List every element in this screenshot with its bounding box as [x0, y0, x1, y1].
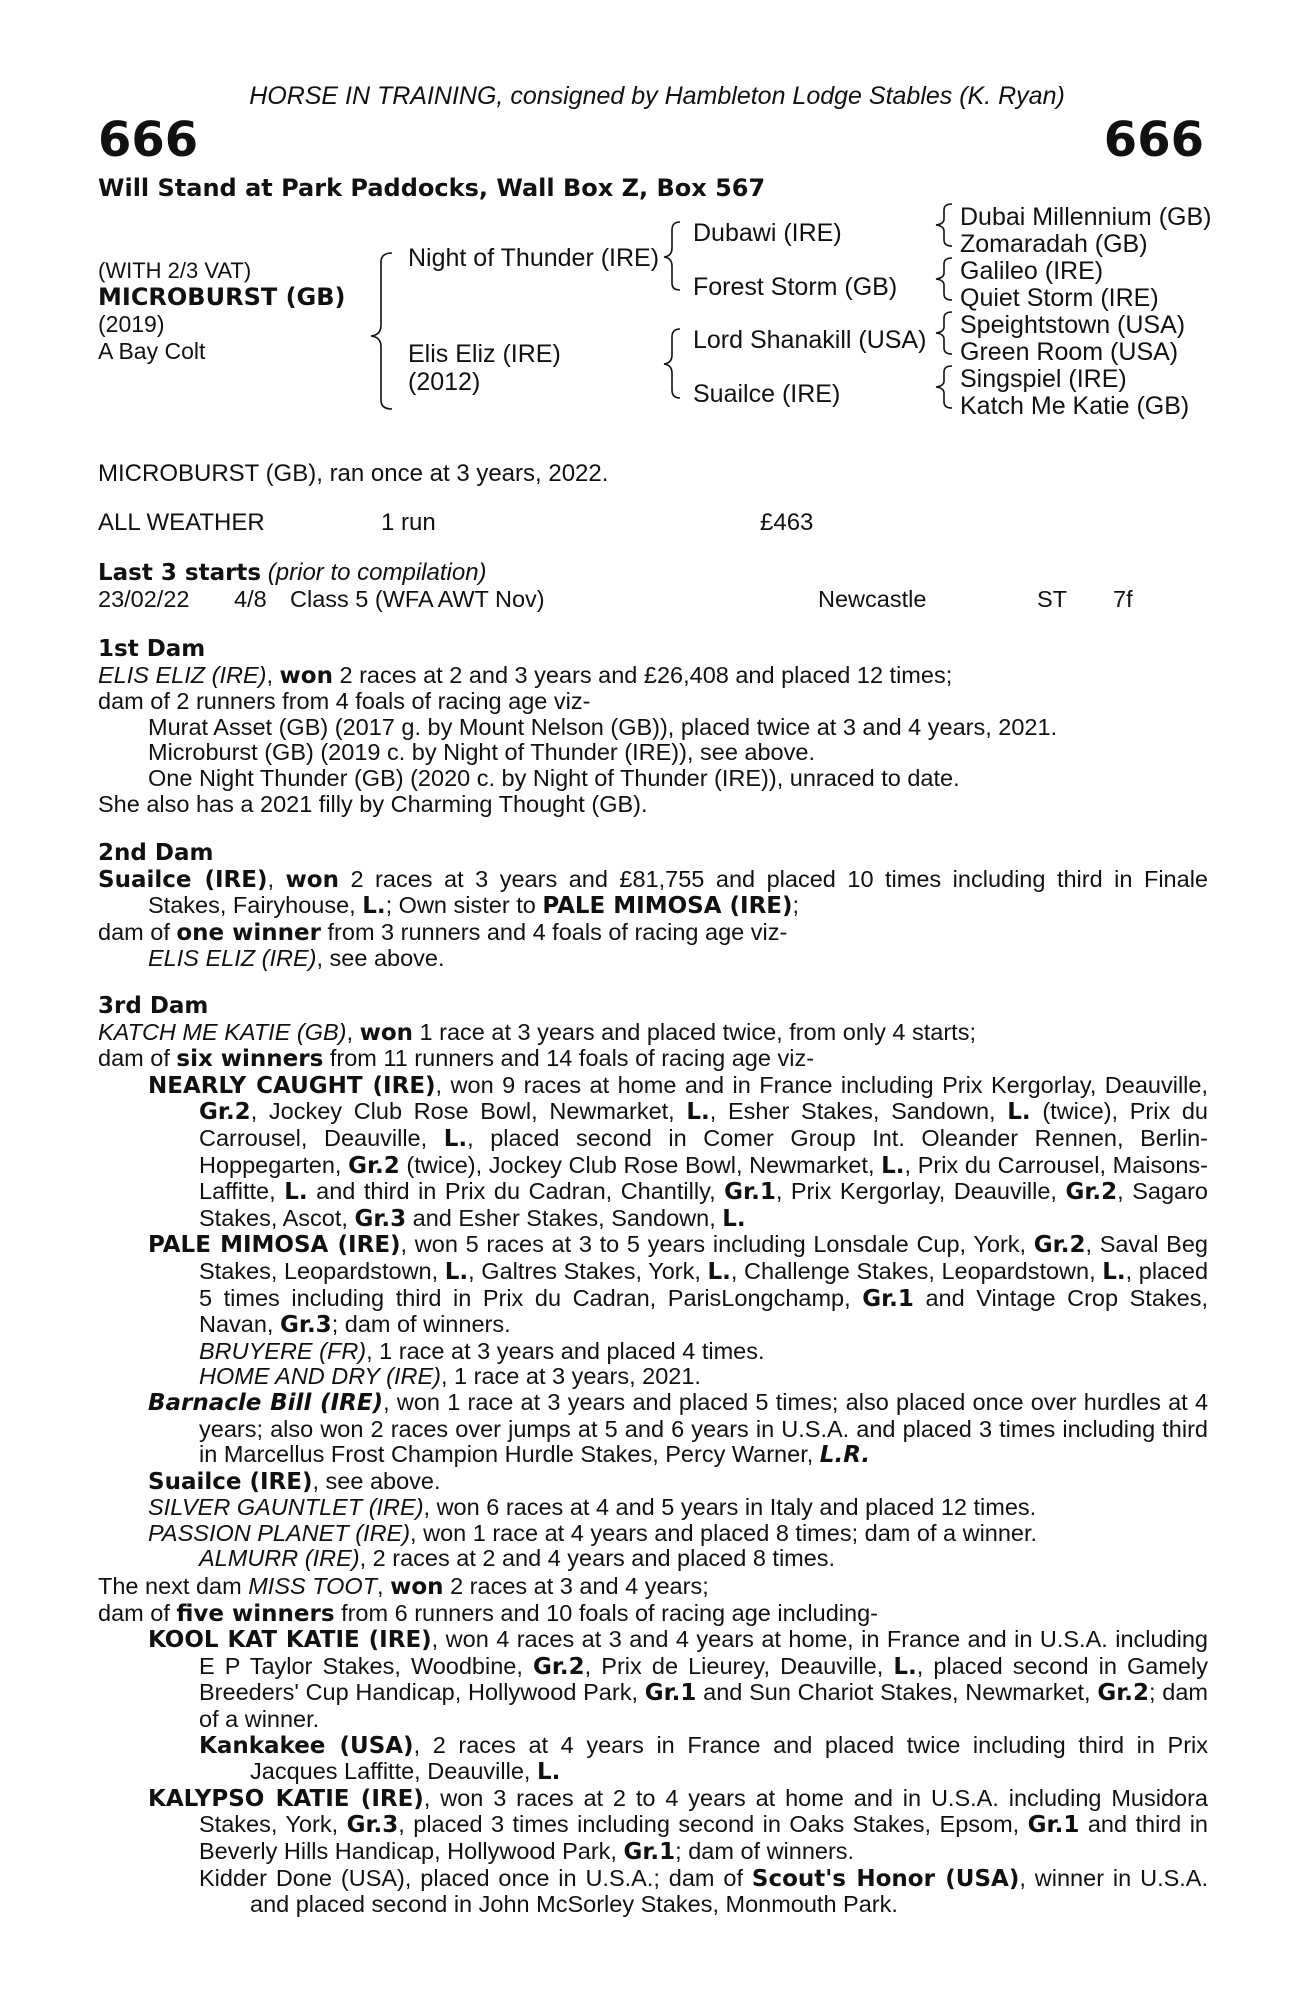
horse-description: A Bay Colt: [98, 338, 206, 364]
barnacle-bill-entry: [98, 1390, 1208, 1469]
next-dam-record: 2 races at 3 and 4 years;: [443, 1573, 709, 1599]
nearly-caught-name: NEARLY CAUGHT (IRE): [148, 1072, 436, 1099]
bracket-sd: [936, 258, 952, 300]
pedigree-sire: Night of Thunder (IRE): [408, 244, 660, 272]
kool-kat-katie-entry: [98, 1627, 1208, 1732]
pm-t2: , Saval Beg Stakes, Leopardstown,: [199, 1231, 1208, 1284]
nc-t18: , Sagaro Stakes, Ascot,: [199, 1178, 1209, 1231]
next-dam-dam-of: dam of: [98, 1599, 177, 1626]
third-dam-name: KATCH ME KATIE (GB): [98, 1018, 347, 1045]
horse-name: MICROBURST (GB): [98, 283, 346, 311]
bruyere-text: , 1 race at 3 years and placed 4 times.: [366, 1337, 765, 1364]
suailce-text: , see above.: [312, 1467, 441, 1494]
kool-kat-katie-name: KOOL KAT KATIE (IRE): [148, 1627, 432, 1654]
pedigree-ss: Dubawi (IRE): [693, 219, 842, 247]
first-dam-produce-3: One Night Thunder (GB) (2020 c. by Night of Thunder (IRE)), unraced to date.: [148, 764, 960, 791]
kk-t7: Gr.2: [1097, 1680, 1150, 1707]
ka-t4: and third in Beverly Hills Handicap, Hollywood Park,: [199, 1811, 1208, 1864]
bracket-dd: [936, 366, 952, 408]
start-race: Class 5 (WFA AWT Nov): [290, 586, 545, 612]
ka-t6: ; dam of winners.: [675, 1837, 855, 1864]
pedigree-dam-year: (2012): [408, 368, 481, 396]
second-dam-listed: L.: [362, 893, 386, 920]
bruyere-name: BRUYERE (FR): [199, 1337, 367, 1364]
nc-t20: and Esher Stakes, Sandown,: [406, 1204, 723, 1231]
kk-t8: ; dam of a winner.: [199, 1679, 1208, 1732]
nc-t3: L.: [686, 1099, 710, 1126]
next-dam-name: MISS TOOT: [248, 1573, 378, 1599]
silver-gauntlet-text: , won 6 races at 4 and 5 years in Italy and placed 12 times.: [423, 1494, 1037, 1521]
bracket-ss: [936, 204, 952, 246]
pedigree-sd: Forest Storm (GB): [693, 273, 898, 301]
pm-t0: , won 5 races at 3 to 5 years including Lonsdale Cup, York,: [400, 1231, 1034, 1258]
next-dam-intro: The next dam: [98, 1573, 249, 1599]
second-dam-produce-rest: from 3 runners and 4 foals of racing age viz-: [320, 918, 788, 945]
third-dam-produce-rest: from 11 runners and 14 foals of racing age viz-: [323, 1045, 815, 1072]
kankakee-name: Kankakee (USA): [199, 1732, 414, 1759]
next-dam-five-winners: five winners: [176, 1600, 335, 1627]
second-dam-won: won: [285, 866, 339, 893]
kk-t2: , Prix de Lieurey, Deauville,: [584, 1652, 894, 1679]
nc-t6: (twice), Prix du Carrousel, Deauville,: [199, 1098, 1209, 1151]
pedigree-dam: Elis Eliz (IRE): [408, 340, 561, 368]
bracket-sire: [664, 222, 680, 290]
nc-t14: and third in Prix du Cadran, Chantilly,: [307, 1178, 725, 1205]
ka-t1: Gr.3: [346, 1812, 399, 1839]
nc-t1: Gr.2: [199, 1099, 251, 1126]
lot-number-right: 666: [1103, 112, 1204, 168]
pedigree-dsd: Green Room (USA): [960, 338, 1179, 366]
kk-t1: Gr.2: [532, 1653, 585, 1680]
kankakee-listed: L.: [536, 1759, 561, 1786]
first-dam-produce-1: Murat Asset (GB) (2017 g. by Mount Nelson (GB)), placed twice at 3 and 4 years, 2021.: [148, 713, 1058, 740]
kidder-done-text: Kidder Done (USA), placed once in U.S.A.; dam of: [199, 1864, 752, 1891]
ka-t5: Gr.1: [623, 1838, 676, 1865]
kankakee-entry: [98, 1733, 1208, 1786]
nearly-caught-entry: [98, 1073, 1208, 1233]
record-surface: ALL WEATHER: [98, 509, 265, 536]
second-dam-produce-name: ELIS ELIZ (IRE): [148, 945, 317, 972]
ka-t0: , won 3 races at 2 to 4 years at home and in U.S.A. including Musidora Stakes, York,: [199, 1784, 1208, 1838]
barnacle-bill-lr: L.R.: [819, 1442, 871, 1469]
last-starts-note: (prior to compilation): [267, 559, 487, 586]
kk-t4: , placed second in Gamely Breeders' Cup Handicap, Hollywood Park,: [199, 1652, 1208, 1706]
horse-year: (2019): [98, 311, 165, 337]
ka-t3: Gr.1: [1027, 1812, 1080, 1839]
catalogue-header: HORSE IN TRAINING, consigned by Hambleton Lodge Stables (K. Ryan): [249, 82, 1065, 110]
start-distance: 7f: [1113, 586, 1133, 612]
nc-t12: , Prix du Carrousel, Maisons-Laffitte,: [199, 1151, 1208, 1205]
pedigree-ssd: Zomaradah (GB): [960, 230, 1148, 258]
kk-t0: , won 4 races at 3 and 4 years at home, in France and in U.S.A. including E P Taylor Stakes, Woodbine,: [199, 1626, 1208, 1679]
first-dam-name: ELIS ELIZ (IRE): [98, 661, 267, 688]
last-starts-title: Last 3 starts: [98, 560, 262, 586]
second-dam-heading: 2nd Dam: [98, 840, 214, 866]
nc-t13: L.: [284, 1179, 308, 1206]
kalypso-katie-entry: [98, 1786, 1208, 1866]
pm-t8: , placed 5 times including third in Prix du Cadran, ParisLongchamp,: [199, 1257, 1209, 1311]
nc-t5: L.: [1007, 1099, 1031, 1126]
passion-planet-name: PASSION PLANET (IRE): [148, 1519, 411, 1546]
last-starts-heading: [98, 559, 487, 587]
barnacle-bill-text: , won 1 race at 3 years and placed 5 times; also placed once over hurdles at 4 years; also won 2 races over jumps at 5 and 6 years in U.S.A. and placed 3 times including third in Marcellus Frost Champion Hurdle Stakes, Percy Warner,: [199, 1388, 1209, 1468]
silver-gauntlet-name: SILVER GAUNTLET (IRE): [148, 1494, 424, 1521]
nc-t17: Gr.2: [1065, 1179, 1118, 1206]
third-dam-six-winners: six winners: [176, 1046, 324, 1073]
third-dam-dam-of: dam of: [98, 1045, 177, 1072]
second-dam-name: Suailce (IRE): [98, 866, 268, 893]
pm-t10: and Vintage Crop Stakes, Navan,: [199, 1284, 1208, 1338]
second-dam-section: 2nd Dam Suailce (IRE), won 2 races at 3 years and £81,755 and placed 10 times including third in Finale Stakes, Fairyhouse, L.; Own sister to PALE MIMOSA (IRE); dam of one winner from 3 runners and 4 foals of racing age viz- ELIS ELIZ (IRE), see above.: [98, 840, 1208, 972]
pm-t1: Gr.2: [1033, 1232, 1086, 1259]
next-dam-produce-rest: from 6 runners and 10 foals of racing age including-: [334, 1599, 878, 1626]
bracket-sire-dam: [371, 253, 392, 409]
bracket-dam: [664, 329, 680, 398]
pm-t5: L.: [707, 1258, 731, 1285]
third-dam-won: won: [359, 1019, 414, 1046]
pedigree-sds: Galileo (IRE): [960, 257, 1104, 285]
pm-t4: , Galtres Stakes, York,: [468, 1257, 708, 1284]
start-date: 23/02/22: [98, 586, 190, 612]
second-dam-record: 2 races at 3 years and £81,755 and placed 10 times including third in Finale Stakes, Fairyhouse,: [148, 865, 1208, 919]
nc-t19: Gr.3: [354, 1205, 407, 1232]
kankakee-text: , 2 races at 4 years in France and placed twice including third in Prix Jacques Laffitte, Deauville,: [250, 1731, 1208, 1785]
pedigree-ds: Lord Shanakill (USA): [693, 326, 927, 354]
first-dam-section: 1st Dam ELIS ELIZ (IRE), won 2 races at 2 and 3 years and £26,408 and placed 12 times; dam of 2 runners from 4 foals of racing age viz- Murat Asset (GB) (2017 g. by Mount Nelson (GB)), placed twice at 3 and 4 years, 2021. Microburst (GB) (2019 c. by Night of Thunder (IRE)), see above. One Night Thunder (GB) (2020 c. by Night of Thunder (IRE)), unraced to date. She also has a 2021 filly by Charming Thought (GB).: [98, 637, 1208, 817]
kk-t3: L.: [893, 1653, 917, 1680]
second-dam-semicolon: ;: [792, 892, 800, 919]
race-summary: MICROBURST (GB), ran once at 3 years, 2022.: [98, 460, 609, 487]
ka-t2: , placed 3 times including second in Oaks Stakes, Epsom,: [398, 1811, 1028, 1838]
kk-t5: Gr.1: [644, 1680, 697, 1707]
next-dam-section: The next dam MISS TOOT, won 2 races at 3 and 4 years; dam of five winners from 6 runners and 10 foals of racing age including- KOOL KAT KATIE (IRE), won 4 races at 3 and 4 years at home, in France and in U.S.A. including E P Taylor Stakes, Woodbine, Gr.2, Prix de Lieurey, Deauville, L., placed second in Gamely Breeders' Cup Handicap, Hollywood Park, Gr.1 and Sun Chariot Stakes, Newmarket, Gr.2; dam of a winner. Kankakee (USA), 2 races at 4 years in France and placed twice including third in Prix Jacques Laffitte, Deauville, L. KALYPSO KATIE (IRE), won 3 races at 2 to 4 years at home and in U.S.A. including Musidora Stakes, York, Gr.3, placed 3 times including second in Oaks Stakes, Epsom, Gr.1 and third in Beverly Hills Handicap, Hollywood Park, Gr.1; dam of winners. Kidder Done (USA), placed once in U.S.A.; dam of Scout's Honor (USA), winner in U.S.A. and placed second in John McSorley Stakes, Monmouth Park.: [98, 1573, 1209, 1918]
nc-t21: L.: [722, 1205, 746, 1232]
first-dam-record: 2 races at 2 and 3 years and £26,408 and placed 12 times;: [332, 661, 953, 688]
nc-t8: , placed second in Comer Group Int. Oleander Rennen, Berlin-Hoppegarten,: [199, 1124, 1208, 1178]
stable-location: Will Stand at Park Paddocks, Wall Box Z, Box 567: [98, 174, 766, 202]
pedigree-ddd: Katch Me Katie (GB): [960, 392, 1190, 420]
home-and-dry-text: , 1 race at 3 years, 2021.: [440, 1363, 701, 1390]
pm-t3: L.: [444, 1258, 469, 1285]
third-dam-section: 3rd Dam KATCH ME KATIE (GB), won 1 race at 3 years and placed twice, from only 4 starts; dam of six winners from 11 runners and 14 foals of racing age viz- NEARLY CAUGHT (IRE), won 9 races at home and in France including Prix Kergorlay, Deauville, Gr.2, Jockey Club Rose Bowl, Newmarket, L., Esher Stakes, Sandown, L. (twice), Prix du Carrousel, Deauville, L., placed second in Comer Group Int. Oleander Rennen, Berlin-Hoppegarten, Gr.2 (twice), Jockey Club Rose Bowl, Newmarket, L., Prix du Carrousel, Maisons-Laffitte, L. and third in Prix du Cadran, Chantilly, Gr.1, Prix Kergorlay, Deauville, Gr.2, Sagaro Stakes, Ascot, Gr.3 and Esher Stakes, Sandown, L. PALE MIMOSA (IRE), won 5 races at 3 to 5 years including Lonsdale Cup, York, Gr.2, Saval Beg Stakes, Leopardstown, L., Galtres Stakes, York, L., Challenge Stakes, Leopardstown, L., placed 5 times including third in Prix du Cadran, ParisLongchamp, Gr.1 and Vintage Crop Stakes, Navan, Gr.3; dam of winners. BRUYERE (FR), 1 race at 3 years and placed 4 times. HOME AND DRY (IRE), 1 race at 3 years, 2021. Barnacle Bill (IRE), won 1 race at 3 years and placed 5 times; also placed once over hurdles at 4 years; also won 2 races over jumps at 5 and 6 years in U.S.A. and placed 3 times including third in Marcellus Frost Champion Hurdle Stakes, Percy Warner, L.R. Suailce (IRE), see above. SILVER GAUNTLET (IRE), won 6 races at 4 and 5 years in Italy and placed 12 times. PASSION PLANET (IRE), won 1 race at 4 years and placed 8 times; dam of a winner. ALMURR (IRE), 2 races at 2 and 4 years and placed 8 times.: [98, 993, 1209, 1572]
kalypso-katie-name: KALYPSO KATIE (IRE): [148, 1785, 424, 1812]
record-runs: 1 run: [381, 509, 436, 536]
second-dam-produce-text: , see above.: [316, 945, 445, 972]
nc-t4: , Esher Stakes, Sandown,: [709, 1098, 1008, 1125]
passion-planet-text: , won 1 race at 4 years and placed 8 times; dam of a winner.: [410, 1519, 1038, 1546]
pm-t11: Gr.3: [280, 1312, 332, 1339]
bracket-ds: [936, 312, 952, 354]
pedigree-dds: Singspiel (IRE): [960, 365, 1127, 393]
pedigree-dss: Speightstown (USA): [960, 311, 1186, 339]
next-dam-won: won: [390, 1574, 444, 1600]
vat-note: (WITH 2/3 VAT): [98, 258, 252, 283]
first-dam-heading: 1st Dam: [98, 636, 206, 662]
scouts-honor-text: , winner in U.S.A. and placed second in John McSorley Stakes, Monmouth Park.: [250, 1864, 1209, 1918]
barnacle-bill-name: Barnacle Bill (IRE): [148, 1389, 384, 1416]
almurr-name: ALMURR (IRE): [199, 1545, 360, 1572]
pedigree-sdd: Quiet Storm (IRE): [960, 284, 1159, 312]
second-dam-one-winner: one winner: [176, 919, 321, 946]
second-dam-dam-of: dam of: [98, 918, 177, 945]
nc-t2: , Jockey Club Rose Bowl, Newmarket,: [250, 1098, 687, 1125]
first-dam-produce-intro: dam of 2 runners from 4 foals of racing age viz-: [98, 688, 591, 715]
nc-t9: Gr.2: [348, 1152, 400, 1179]
record-earnings: £463: [760, 509, 814, 536]
pm-t12: ; dam of winners.: [331, 1311, 511, 1338]
nc-t7: L.: [443, 1125, 468, 1152]
almurr-text: , 2 races at 2 and 4 years and placed 8 times.: [359, 1545, 836, 1572]
kidder-done-entry: [98, 1866, 1208, 1918]
nc-t0: , won 9 races at home and in France including Prix Kergorlay, Deauville,: [435, 1071, 1209, 1098]
pedigree-sss: Dubai Millennium (GB): [960, 203, 1212, 231]
pale-mimosa-name: PALE MIMOSA (IRE): [148, 1232, 401, 1259]
second-dam-sister-pre: ; Own sister to: [385, 892, 543, 919]
start-going: ST: [1037, 586, 1068, 612]
scouts-honor-name: Scout's Honor (USA): [751, 1865, 1020, 1892]
kk-t6: and Sun Chariot Stakes, Newmarket,: [696, 1679, 1098, 1706]
home-and-dry-name: HOME AND DRY (IRE): [199, 1363, 441, 1390]
third-dam-heading: 3rd Dam: [98, 993, 209, 1019]
nc-t16: , Prix Kergorlay, Deauville,: [775, 1178, 1066, 1205]
nc-t10: (twice), Jockey Club Rose Bowl, Newmarket,: [399, 1151, 882, 1178]
start-position: 4/8: [234, 586, 267, 612]
first-dam-produce-2: Microburst (GB) (2019 c. by Night of Thunder (IRE)), see above.: [148, 739, 815, 766]
first-dam-footer: She also has a 2021 filly by Charming Thought (GB).: [98, 790, 648, 817]
start-course: Newcastle: [818, 586, 927, 612]
pm-t9: Gr.1: [862, 1285, 914, 1312]
pale-mimosa-entry: [98, 1232, 1208, 1338]
first-dam-won: won: [279, 662, 333, 689]
second-dam-sister: PALE MIMOSA (IRE): [542, 893, 793, 920]
pm-t6: , Challenge Stakes, Leopardstown,: [730, 1257, 1103, 1284]
third-dam-record: 1 race at 3 years and placed twice, from only 4 starts;: [413, 1018, 976, 1045]
nc-t11: L.: [881, 1152, 905, 1179]
nc-t15: Gr.1: [724, 1179, 776, 1206]
pedigree-dd: Suailce (IRE): [693, 380, 841, 408]
pm-t7: L.: [1102, 1258, 1126, 1285]
suailce-name: Suailce (IRE): [148, 1468, 313, 1495]
lot-number-left: 666: [98, 112, 199, 168]
